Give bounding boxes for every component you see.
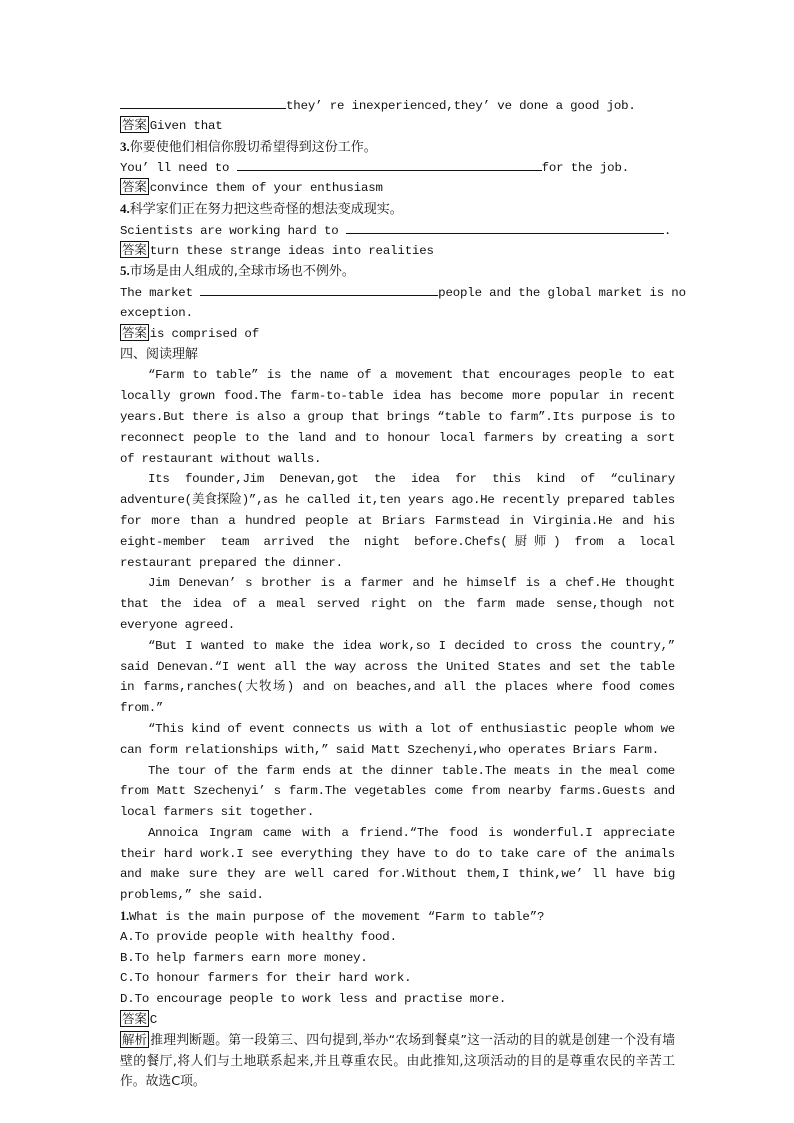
option-b[interactable]: B.To help farmers earn more money. [120, 950, 368, 965]
passage-paragraph: Jim Denevan’ s brother is a farmer and he himself is a chef.He thought that the idea of a meal served right on the farm made sense,though not everyone agreed. [120, 576, 675, 632]
answer-tag: 答案 [122, 116, 147, 132]
passage-paragraph: Annoica Ingram came with a friend.“The food is wonderful.I appreciate their hard work.I see everything they have to do to take care of the animals and make sure they are well cared for.Without them,I think,we’ ll have big problems,” she said. [120, 825, 675, 903]
q4-answer: 答案 turn these strange ideas into realities [122, 241, 434, 258]
section-title: 四、阅读理解 [120, 346, 199, 362]
q5-sentence-cont: exception. [120, 305, 193, 320]
passage-paragraph: Its founder,Jim Denevan,got the idea for this kind of “culinary adventure(美食探险)”,as he called it,ten years ago.He recently prepared tables for more than a hundred people at Briars Farmstead in Virginia.He and his eight-member team arrived the night before.Chefs(厨师) from a local restaurant prepared the dinner. [120, 472, 675, 570]
q5-answer: 答案 is comprised of [122, 324, 259, 341]
q4-sentence: Scientists are working hard to . [120, 220, 675, 241]
passage-paragraph: “Farm to table” is the name of a movement that encourages people to eat locally grown food.The farm-to-table idea has become more popular in recent years.But there is also a group that brings “table to farm”.Its purpose is to reconnect people to the land and to honour local farmers by creating a sort of restaurant without walls. [120, 368, 675, 466]
option-a[interactable]: A.To provide people with healthy food. [120, 929, 397, 944]
q5-prompt: 5.市场是由人组成的,全球市场也不例外。 [120, 263, 355, 280]
option-c[interactable]: C.To honour farmers for their hard work. [120, 971, 412, 986]
question-1-answer: 答案 C [122, 1011, 157, 1028]
reading-passage [120, 365, 675, 906]
q2-answer: 答案 Given that [122, 116, 223, 133]
q3-answer: 答案 convince them of your enthusiasm [122, 179, 383, 196]
passage-paragraph: The tour of the farm ends at the dinner table.The meats in the meal come from Matt Szechenyi’ s farm.The vegetables come from nearby farms.Guests and local farmers sit together. [120, 763, 675, 820]
passage-paragraph: “This kind of event connects us with a lot of enthusiastic people whom we can form relationships with,” said Matt Szechenyi,who operates Briars Farm. [120, 721, 675, 757]
document-page [120, 95, 686, 1093]
passage-paragraph: “But I wanted to make the idea work,so I decided to cross the country,” said Denevan.“I went all the way across the United States and set the table in farms,ranches(大牧场) and on beaches,and all the places where food comes from.” [120, 638, 675, 716]
answer-tag: 答案 [122, 1011, 147, 1027]
q5-sentence: The market people and the global market is no [120, 282, 675, 303]
q3-blank[interactable] [237, 157, 542, 171]
answer-tag: 答案 [122, 179, 147, 195]
question-1-analysis: 解析 推理判断题。第一段第三、四句提到,举办“农场到餐桌”这一活动的目的就是创建一个没有墙壁的餐厅,将人们与土地联系起来,并且尊重农民。由此推知,这项活动的目的是尊重农民的辛苦工作。故选C项。 [120, 1031, 675, 1090]
q4-prompt: 4.科学家们正在努力把这些奇怪的想法变成现实。 [120, 200, 403, 217]
option-d[interactable]: D.To encourage people to work less and practise more. [120, 992, 507, 1007]
answer-tag: 答案 [122, 241, 147, 257]
q5-blank[interactable] [200, 282, 438, 296]
q2-sentence: they’ re inexperienced,they’ ve done a good job. [120, 95, 675, 116]
answer-tag: 答案 [122, 324, 147, 340]
q4-blank[interactable] [346, 220, 664, 234]
q3-sentence: You’ ll need to for the job. [120, 157, 675, 178]
q3-prompt: 3.你要使他们相信你殷切希望得到这份工作。 [120, 138, 377, 155]
analysis-tag: 解析 [122, 1031, 148, 1047]
q2-blank[interactable] [120, 95, 286, 109]
question-1-stem: 1.What is the main purpose of the movement “Farm to table”? [120, 909, 545, 925]
